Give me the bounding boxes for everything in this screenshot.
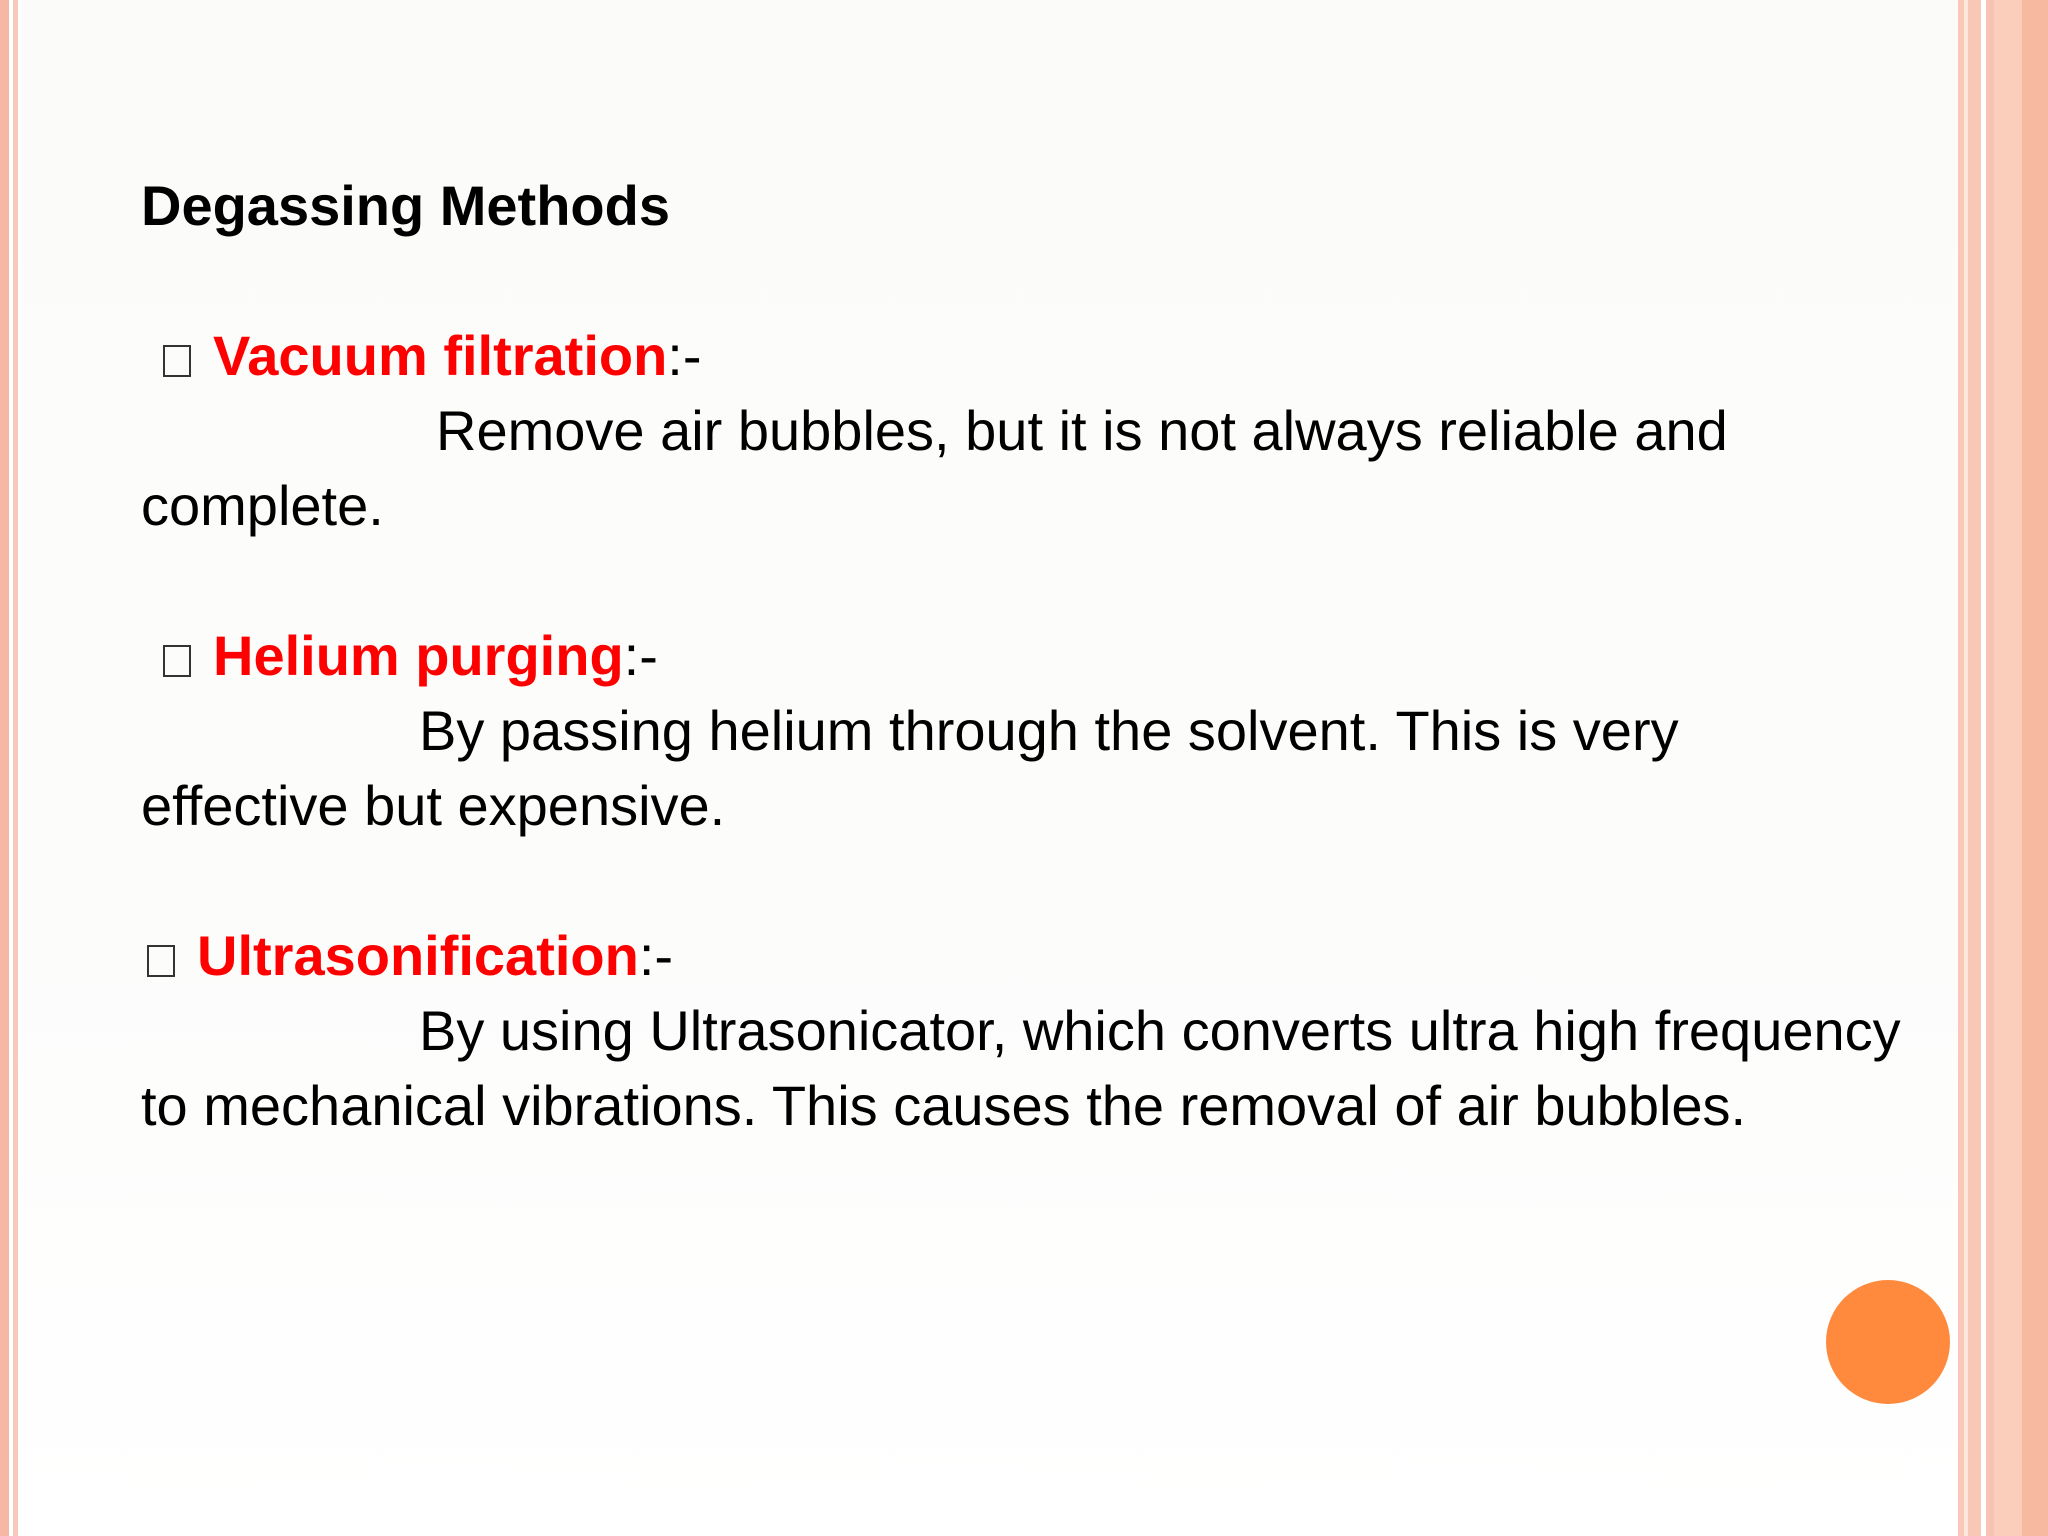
slide-body bbox=[141, 168, 1901, 1143]
item-description-text: By passing helium through the solvent. This is very effective but expensive. bbox=[141, 699, 1679, 837]
bullet-box-icon bbox=[163, 345, 191, 377]
item-title-suffix: :- bbox=[623, 624, 658, 687]
item-description-text: By using Ultrasonicator, which converts ultra high frequency to mechanical vibrations. This causes the removal of air bubbles. bbox=[141, 999, 1901, 1137]
item-description-text: Remove air bubbles, but it is not always reliable and complete. bbox=[141, 399, 1728, 537]
item-title-text: Helium purging bbox=[213, 624, 624, 687]
item-title-ultrasonification bbox=[141, 918, 1901, 993]
item-title-helium-purging bbox=[141, 618, 1901, 693]
right-stripe bbox=[1968, 0, 1981, 1536]
bullet-box-icon bbox=[147, 945, 175, 977]
item-description bbox=[141, 993, 1901, 1143]
item-title-suffix: :- bbox=[638, 924, 674, 987]
left-border-outer bbox=[0, 0, 9, 1536]
right-stripe bbox=[1986, 0, 1994, 1536]
decorative-circle bbox=[1826, 1280, 1950, 1404]
item-title-text: Ultrasonification bbox=[197, 924, 639, 987]
item-description bbox=[141, 393, 1901, 543]
slide-heading: Degassing Methods bbox=[141, 174, 670, 237]
bullet-box-icon bbox=[163, 645, 191, 677]
item-description bbox=[141, 693, 1901, 843]
right-stripe bbox=[1994, 0, 2022, 1536]
item-title-text: Vacuum filtration bbox=[213, 324, 668, 387]
item-title-vacuum-filtration bbox=[141, 318, 1901, 393]
right-stripe bbox=[2022, 0, 2048, 1536]
item-title-suffix: :- bbox=[667, 324, 702, 387]
left-border-inner bbox=[13, 0, 18, 1536]
